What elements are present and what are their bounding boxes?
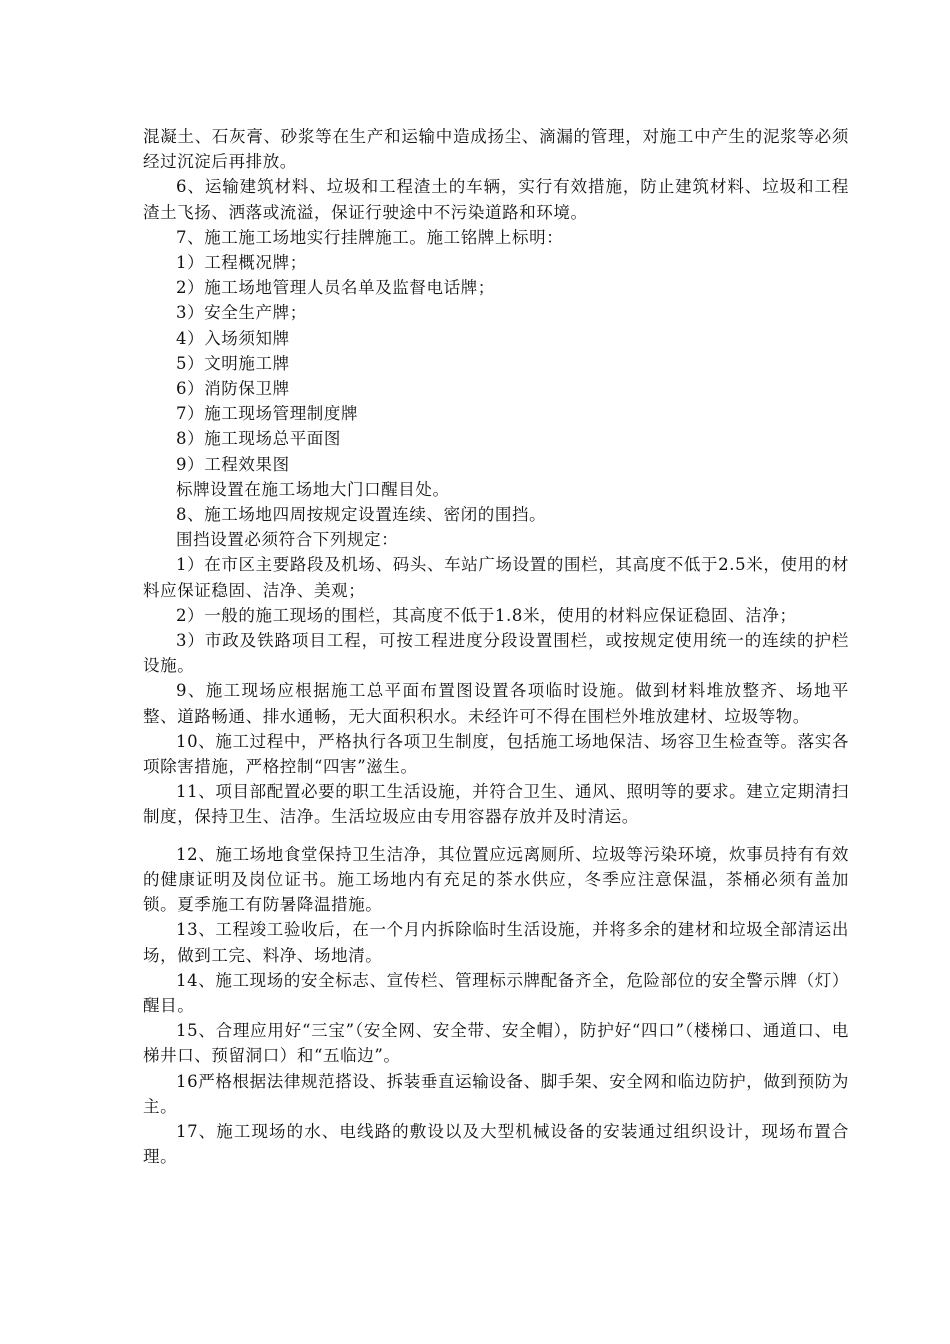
paragraph-signage: 标牌设置在施工场地大门口醒目处。 [176,479,450,499]
list-item: 8）施工现场总平面图 [176,429,341,449]
paragraph-item-14: 14、施工现场的安全标志、宣传栏、管理标示牌配备齐全，危险部位的安全警示牌（灯）醒目。 [143,970,849,1015]
list-item: 9）工程效果图 [176,454,290,474]
paragraph-item-17: 17、施工现场的水、电线路的敷设以及大型机械设备的安装通过组织设计，现场布置合理。 [143,1121,849,1167]
paragraph-item-6: 6、运输建筑材料、垃圾和工程渣土的车辆，实行有效措施，防止建筑材料、垃圾和工程渣土飞扬、洒落或流溢，保证行驶途中不污染道路和环境。 [143,177,849,222]
paragraph-spacer [143,830,849,842]
list-item: 5）文明施工牌 [176,353,290,373]
list-item: 3）安全生产牌； [176,303,307,323]
paragraph-item-10: 10、施工过程中，严格执行各项卫生制度，包括施工场地保洁、场容卫生检查等。落实各项除害措施，严格控制“四害”滋生。 [143,731,849,777]
document-body [143,124,849,1169]
paragraph-item-8: 8、施工场地四周按规定设置连续、密闭的围挡。 [176,505,547,525]
paragraph-0: 混凝土、石灰膏、砂浆等在生产和运输中造成扬尘、滴漏的管理，对施工中产生的泥浆等必须经过沉淀后再排放。 [143,127,849,172]
paragraph-fence-rules: 围挡设置必须符合下列规定： [176,530,399,550]
list-item: 1）在市区主要路段及机场、码头、车站广场设置的围栏，其高度不低于2.5米，使用的材料应保证稳固、洁净、美观； [143,555,849,600]
list-item: 2）施工场地管理人员名单及监督电话牌； [176,278,495,298]
list-item: 4）入场须知牌 [176,328,290,348]
list-item: 7）施工现场管理制度牌 [176,404,359,424]
paragraph-item-16: 16严格根据法律规范搭设、拆装垂直运输设备、脚手架、安全网和临边防护，做到预防为主。 [143,1071,849,1116]
paragraph-item-11: 11、项目部配置必要的职工生活设施，并符合卫生、通风、照明等的要求。建立定期清扫制度，保持卫生、洁净。生活垃圾应由专用容器存放并及时清运。 [143,782,849,827]
list-item: 6）消防保卫牌 [176,379,290,399]
paragraph-item-15: 15、合理应用好“三宝”（安全网、安全带、安全帽），防护好“四口”（楼梯口、通道口、电梯井口、预留洞口）和“五临边”。 [143,1021,849,1066]
list-item: 1）工程概况牌； [176,253,307,273]
paragraph-item-9: 9、施工现场应根据施工总平面布置图设置各项临时设施。做到材料堆放整齐、场地平整、道路畅通、排水通畅，无大面积积水。未经许可不得在围栏外堆放建材、垃圾等物。 [143,681,849,726]
paragraph-item-12: 12、施工场地食堂保持卫生洁净，其位置应远离厕所、垃圾等污染环境，炊事员持有有效的健康证明及岗位证书。施工场地内有充足的茶水供应，冬季应注意保温，茶桶必须有盖加锁。夏季施工有防暑降温措施。 [143,844,849,915]
paragraph-item-13: 13、工程竣工验收后，在一个月内拆除临时生活设施，并将多余的建材和垃圾全部清运出场，做到工完、料净、场地清。 [143,920,849,965]
list-item: 3）市政及铁路项目工程，可按工程进度分段设置围栏，或按规定使用统一的连续的护栏设施。 [143,631,849,676]
list-item: 2）一般的施工现场的围栏，其高度不低于1.8米，使用的材料应保证稳固、洁净； [176,605,797,625]
paragraph-item-7: 7、施工施工场地实行挂牌施工。施工铭牌上标明： [176,227,564,247]
